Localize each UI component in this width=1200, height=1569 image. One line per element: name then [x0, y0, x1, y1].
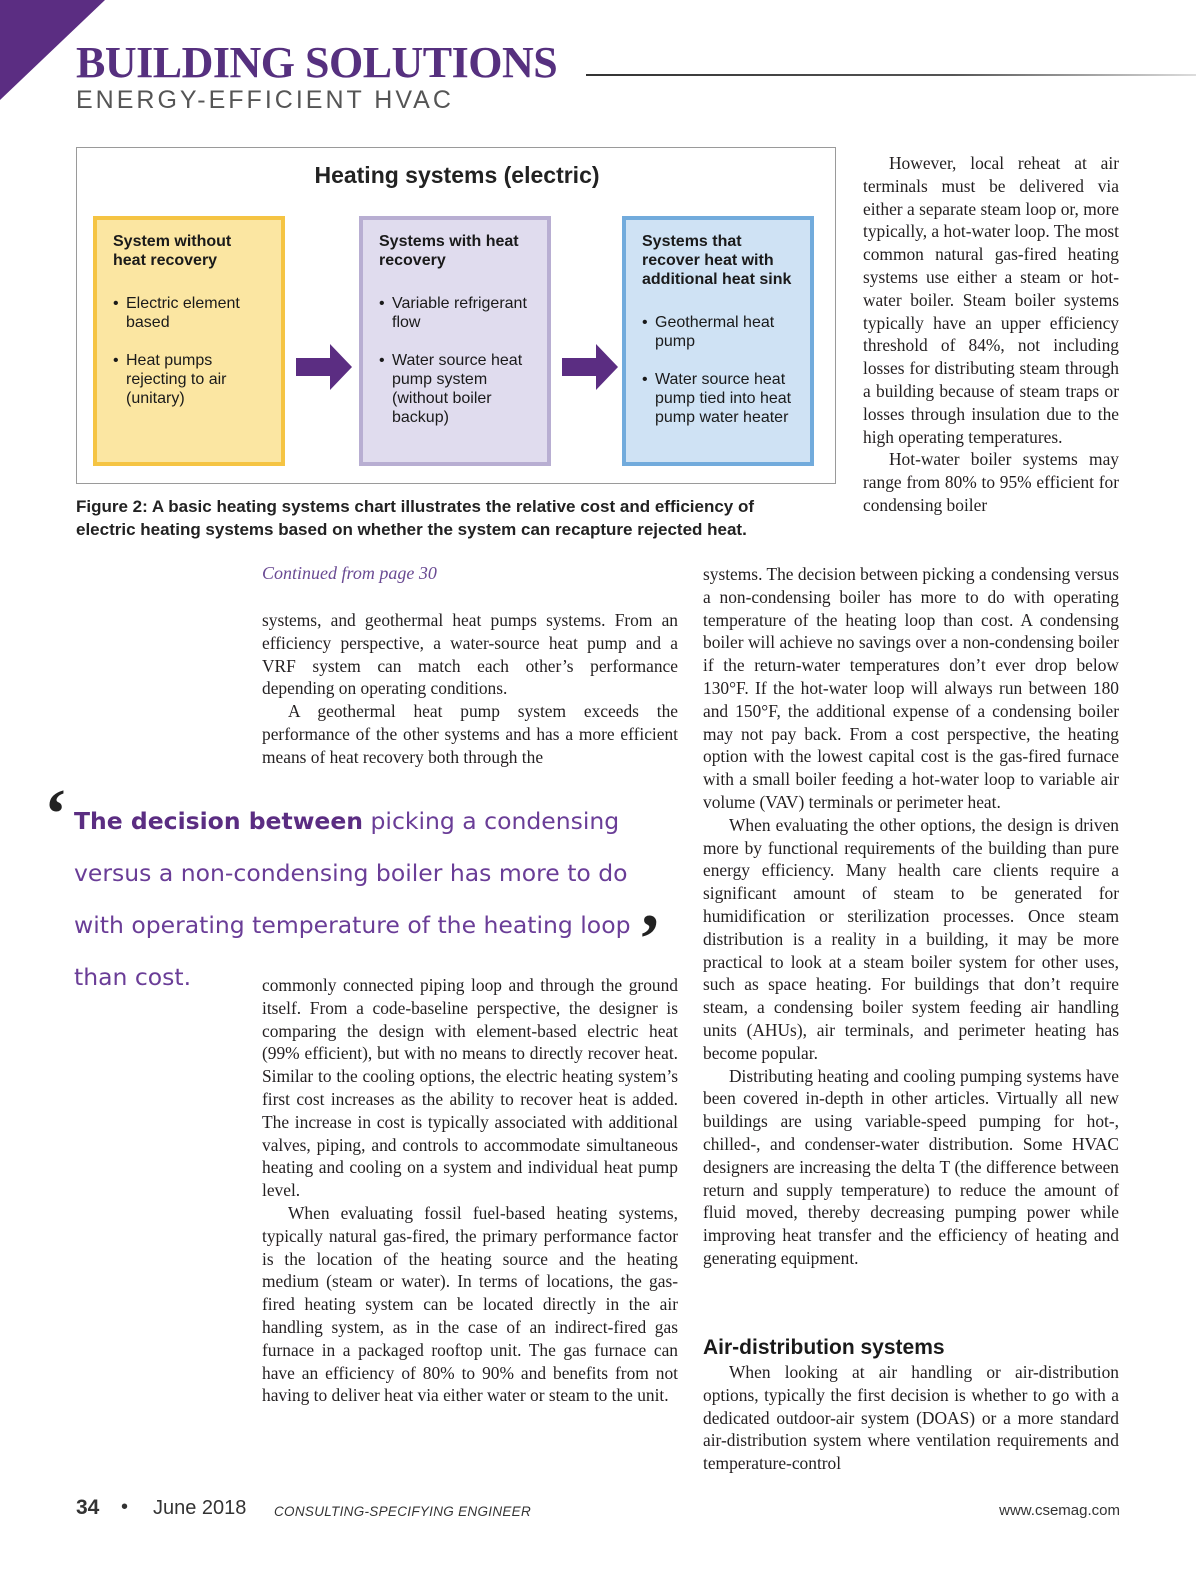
box-bullet: • Water source heat pump tied into heat pump water heater	[642, 371, 792, 426]
paragraph: A geothermal heat pump system exceeds the performance of the other systems and has a more efficient means of heat recovery both through the	[262, 701, 678, 767]
magazine-name: CONSULTING-SPECIFYING ENGINEER	[274, 1504, 532, 1519]
title-rule	[586, 74, 1196, 76]
issue-date: June 2018	[153, 1497, 247, 1519]
box-with-heat-recovery	[359, 216, 551, 466]
paragraph: When looking at air handling or air-distribution options, typically the first decision is whether to go with a dedicated outdoor-air system (DOAS) or a more standard air-distribution system where ventilation requirements and temperature-control	[703, 1362, 1119, 1474]
pull-quote	[74, 795, 684, 1003]
paragraph: systems. The decision between picking a condensing versus a non-condensing boiler has more to do with operating temperature of the heating loop than cost. A condensing boiler will achieve no savings over a non-condensing boiler if the return-water temperatures don’t ever drop below 130°F. If the hot-water loop will always run between 180 and 150°F, the additional expense of a condensing boiler may not pay back. From a cost perspective, the heating option with the lowest capital cost is the gas-fired furnace with a small boiler feeding a hot-water loop to variable air volume (VAV) terminals or perimeter heat.	[703, 564, 1119, 812]
open-quote-icon: ‘	[44, 776, 68, 853]
right-column-end	[703, 1361, 1119, 1475]
pull-quote-lead: The decision between	[74, 807, 364, 835]
figure-heating-systems	[76, 147, 836, 484]
figure-title: Heating systems (electric)	[314, 162, 600, 188]
pull-quote-text: picking a condensing versus a non-condensing boiler has more to do with operating temperature of the heating loop than cost.	[74, 807, 631, 991]
right-arrow-icon	[296, 344, 352, 390]
section-title: BUILDING SOLUTIONS	[76, 38, 558, 87]
box-bullet: • Electric element based	[113, 295, 240, 331]
continued-from-note: Continued from page 30	[262, 563, 437, 583]
box-title: Systems with heat recovery	[379, 233, 519, 269]
section-heading: Air-distribution systems	[703, 1336, 945, 1359]
footer-bullet: •	[121, 1496, 129, 1518]
box-bullet: • Water source heat pump system (without boiler backup)	[379, 352, 523, 426]
paragraph: When evaluating fossil fuel-based heating systems, typically natural gas-fired, the primary performance factor is the location of the heating source and the heating medium (steam or water). In terms of locations, the gas-fired heating system can be located directly in the air handling system, as in the case of an indirect-fired gas furnace in a packaged rooftop unit. The gas furnace can have an efficiency of 80% to 90% and benefits from not having to deliver heat via either water or steam to the unit.	[262, 1202, 678, 1406]
box-bullet: • Geothermal heat pump	[642, 314, 775, 350]
masthead	[76, 38, 1120, 114]
page-footer	[76, 1496, 1120, 1526]
page-number: 34	[76, 1496, 100, 1519]
section-subtitle: ENERGY-EFFICIENT HVAC	[76, 86, 454, 114]
paragraph: Hot-water boiler systems may range from 80% to 95% efficient for condensing boiler	[863, 449, 1119, 515]
right-column-main	[703, 563, 1119, 1270]
paragraph: When evaluating the other options, the design is driven more by functional requirements of the building than pure energy efficiency. Many health care clients require a significant amount of steam to be generated for humidification or sterilization processes. Once steam distribution is a reality in a building, it may be more practical to look at a steam boiler system for other uses, such as space heating. For buildings that don’t require steam, a condensing boiler system feeding air handling units (AHUs), air terminals, and perimeter heating has become popular.	[703, 814, 1119, 1063]
box-bullet: • Heat pumps rejecting to air (unitary)	[113, 352, 227, 407]
website-link[interactable]: www.csemag.com	[999, 1502, 1120, 1519]
paragraph: Distributing heating and cooling pumping systems have been covered in-depth in other articles. Virtually all new buildings are using variable-speed pumping for hot-, chilled-, and condenser-water distribution. Some HVAC designers are increasing the delta T (the difference between return and supply temperature) to reduce the amount of fluid moved, thereby decreasing pumping power while improving heat transfer and the efficiency of heating and generating equipment.	[703, 1065, 1119, 1268]
box-additional-heat-sink	[622, 216, 814, 466]
box-without-heat-recovery	[93, 216, 285, 466]
paragraph: systems, and geothermal heat pumps systems. From an efficiency perspective, a water-source heat pump and a VRF system can match each other’s performance depending on operating conditions.	[262, 610, 678, 699]
paragraph: However, local reheat at air terminals must be delivered via either a separate steam loop or, more typically, a hot-water loop. The most common natural gas-fired heating systems use either a steam or hot-water boiler. Steam boiler systems typically have an upper efficiency threshold of 84%, not including losses for distributing steam through a building because of steam traps or losses through insulation due to the high operating temperatures.	[863, 153, 1119, 447]
right-column-top	[863, 152, 1119, 517]
left-column-a	[262, 609, 678, 769]
box-title: System without heat recovery	[113, 233, 232, 269]
left-column-b	[262, 974, 678, 1407]
box-bullet: • Variable refrigerant flow	[379, 295, 527, 331]
right-arrow-icon	[562, 344, 618, 390]
box-title: Systems that recover heat with additional heat sink	[642, 233, 792, 288]
figure-caption: Figure 2: A basic heating systems chart illustrates the relative cost and efficiency of electric heating systems based on whether the system can recapture rejected heat.	[76, 497, 755, 539]
close-quote-icon: ’	[638, 901, 662, 978]
paragraph: commonly connected piping loop and through the ground itself. From a code-baseline perspective, the designer is comparing the design with element-based electric heat (99% efficient), but with no means to directly recover heat. Similar to the cooling options, the electric heating system’s first cost increases as the ability to recover heat is added. The increase in cost is typically associated with additional valves, piping, and controls to accommodate simultaneous heating and cooling on a system and individual heat pump level.	[262, 975, 678, 1201]
